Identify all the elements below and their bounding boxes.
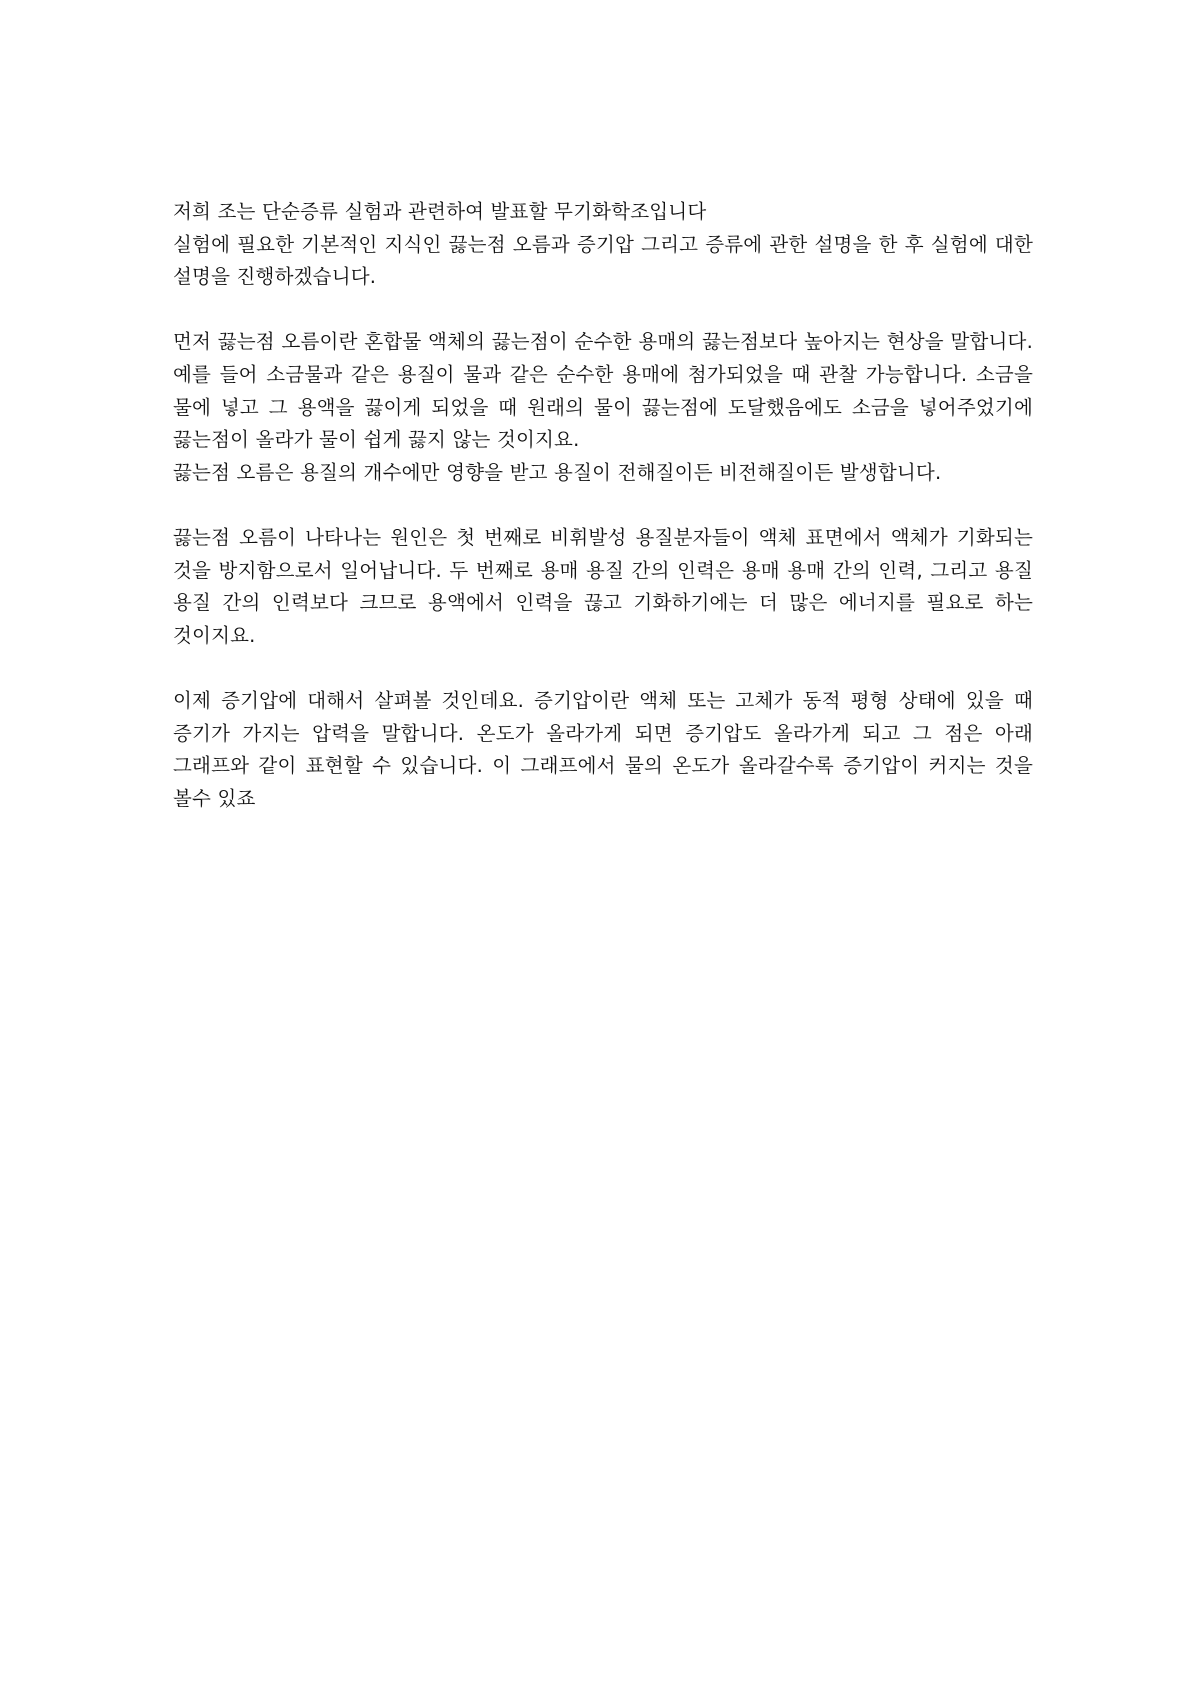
paragraph-vapor-pressure: 이제 증기압에 대해서 살펴볼 것인데요. 증기압이란 액체 또는 고체가 동적 평형 상태에 있을 때 증기가 가지는 압력을 말합니다. 온도가 올라가게 되면 증기압도 올라가게 되고 그 점은 아래 그래프와 같이 표현할 수 있습니다. 이 그래프에서 물의 온도가 올라갈수록 증기압이 커지는 것을 볼수 있죠: [173, 688, 1033, 810]
paragraph-overview: 실험에 필요한 기본적인 지식인 끓는점 오름과 증기압 그리고 증류에 관한 설명을 한 후 실험에 대한 설명을 진행하겠습니다.: [173, 232, 1033, 289]
paragraph-boiling-point-elevation: 먼저 끓는점 오름이란 혼합물 액체의 끓는점이 순수한 용매의 끓는점보다 높아지는 현상을 말합니다. 예를 들어 소금물과 같은 용질이 물과 같은 순수한 용매에 첨가되었을 때 관찰 가능합니다. 소금을 물에 넣고 그 용액을 끓이게 되었을 때 원래의 물이 끓는점에 도달했음에도 소금을 넣어주었기에 끓는점이 올라가 물이 쉽게 끓지 않는 것이지요.: [173, 330, 1033, 452]
paragraph-gap: [173, 652, 1033, 685]
paragraph-causes: 끓는점 오름이 나타나는 원인은 첫 번째로 비휘발성 용질분자들이 액체 표면에서 액체가 기화되는 것을 방지함으로서 일어납니다. 두 번째로 용매 용질 간의 인력은 용매 용매 간의 인력, 그리고 용질 용질 간의 인력보다 크므로 용액에서 인력을 끊고 기화하기에는 더 많은 에너지를 필요로 하는 것이지요.: [173, 525, 1033, 647]
paragraph-solute-count: 끓는점 오름은 용질의 개수에만 영향을 받고 용질이 전해질이든 비전해질이든 발생합니다.: [173, 460, 942, 484]
paragraph-intro: 저희 조는 단순증류 실험과 관련하여 발표할 무기화학조입니다: [173, 200, 707, 223]
paragraph-gap: [173, 294, 1033, 327]
paragraph-gap: [173, 489, 1033, 522]
document-body: [173, 196, 1033, 815]
